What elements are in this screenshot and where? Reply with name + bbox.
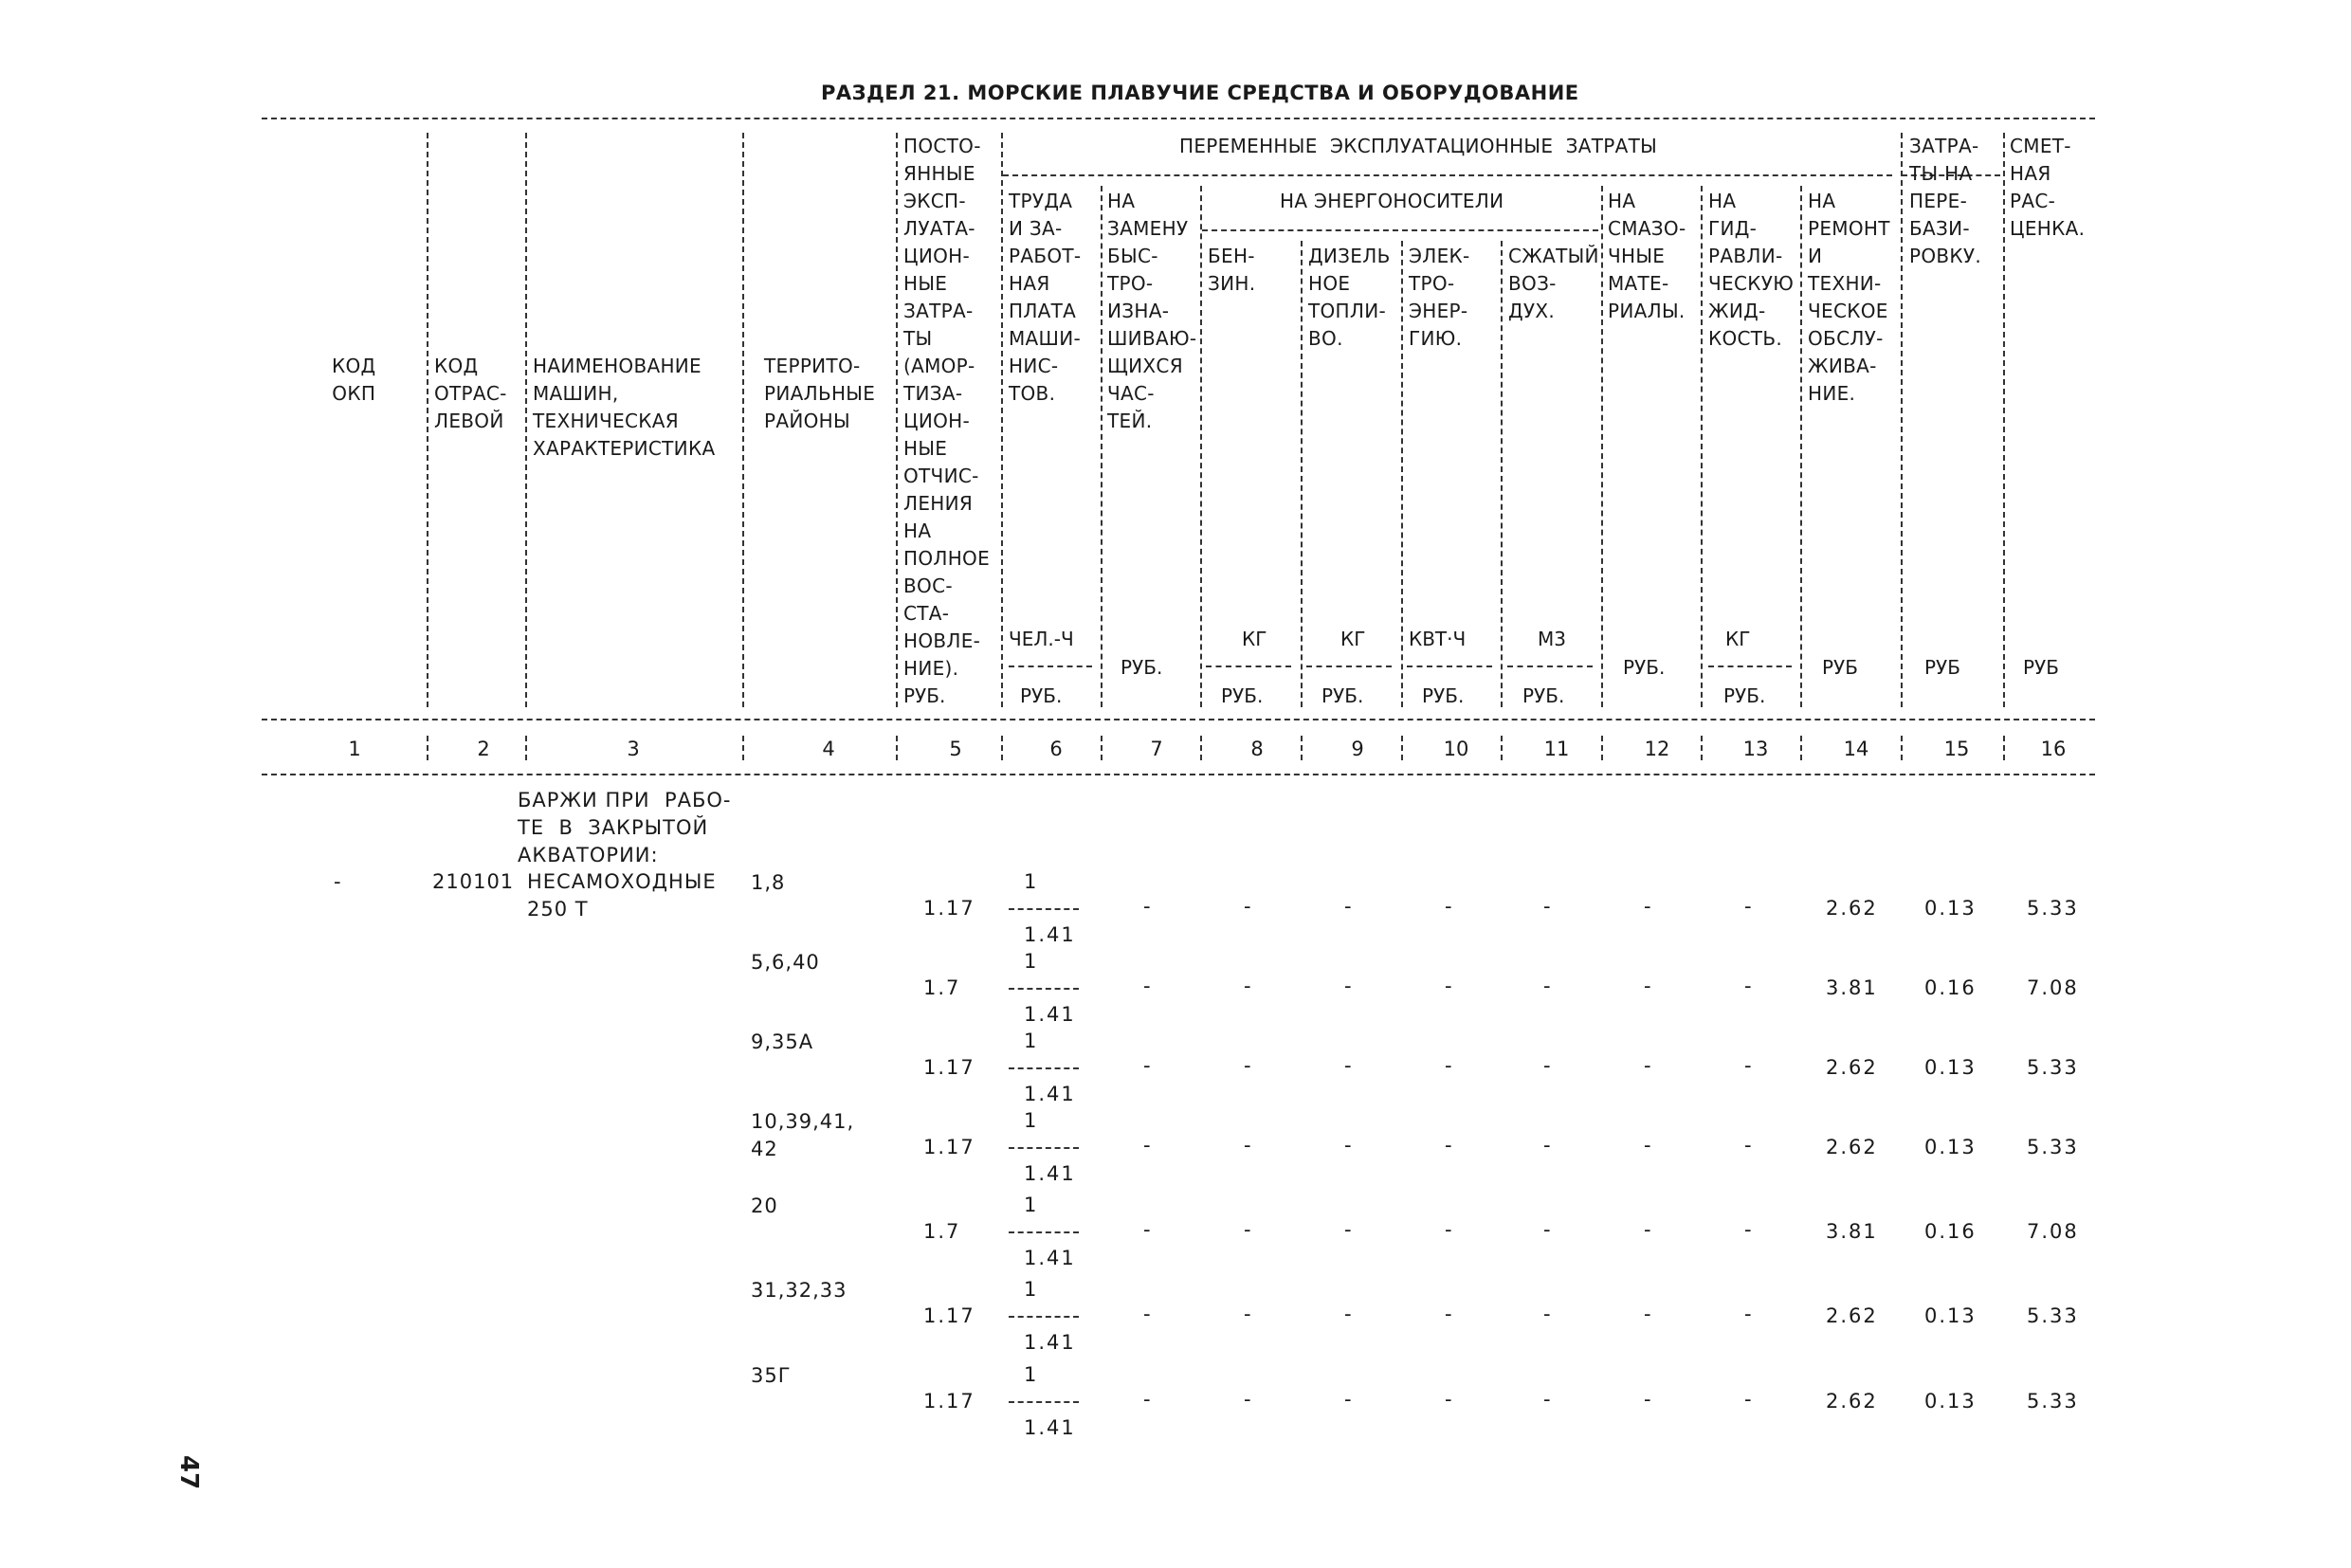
row-empty-value: - — [1744, 1054, 1754, 1077]
row-empty-value: - — [1143, 895, 1153, 918]
column-number: 9 — [1351, 738, 1364, 760]
row-labor-top: 1 — [1024, 1363, 1039, 1386]
header-okp-code: КОД ОКП — [332, 355, 376, 405]
header-relocation: ЗАТРА- ТЫ НА ПЕРЕ- БАЗИ- РОВКУ. — [1909, 135, 1982, 267]
unit-col7: РУБ. — [1121, 656, 1163, 679]
row-empty-value: - — [1644, 1388, 1653, 1411]
col-separator — [1901, 133, 1903, 707]
row-fixed-costs: 1.17 — [923, 1304, 975, 1327]
colnum-separator — [1800, 736, 1802, 760]
col-separator — [1501, 241, 1503, 707]
row-empty-value: - — [1143, 1054, 1153, 1077]
row-estimated-price: 5.33 — [2027, 1390, 2079, 1413]
column-number: 12 — [1644, 738, 1670, 760]
row-repair: 2.62 — [1826, 1304, 1878, 1327]
header-machine-name: НАИМЕНОВАНИЕ МАШИН, ТЕХНИЧЕСКАЯ ХАРАКТЕРИСТИКА — [533, 355, 716, 460]
header-bottom-rule — [262, 719, 2095, 720]
row-empty-value: - — [1143, 1388, 1153, 1411]
row-empty-value: - — [1744, 1218, 1754, 1241]
colnum-separator — [1901, 736, 1903, 760]
row-empty-value: - — [1244, 975, 1253, 997]
row-relocation: 0.13 — [1924, 1136, 1977, 1158]
column-number: 11 — [1543, 738, 1570, 760]
row-estimated-price: 7.08 — [2027, 976, 2079, 999]
row-estimated-price: 5.33 — [2027, 897, 2079, 920]
row-regions: 35Г — [751, 1364, 792, 1387]
row-labor-bottom: 1.41 — [1024, 1247, 1076, 1269]
row-regions: 31,32,33 — [751, 1279, 847, 1302]
row-labor-bottom: 1.41 — [1024, 1331, 1076, 1354]
row-empty-value: - — [1644, 1134, 1653, 1157]
row-regions: 9,35А — [751, 1030, 814, 1053]
row-empty-value: - — [1543, 1134, 1553, 1157]
column-number: 6 — [1049, 738, 1063, 760]
unit-col11-bottom: РУБ. — [1522, 684, 1565, 707]
unit-col11-top: М3 — [1538, 628, 1566, 650]
unit-col10-bottom: РУБ. — [1422, 684, 1465, 707]
unit-col6-top: ЧЕЛ.-Ч — [1009, 628, 1074, 650]
unit-col9-bar — [1306, 665, 1392, 667]
row-empty-value: - — [1644, 1218, 1653, 1241]
row-labor-fraction-bar — [1009, 1147, 1079, 1149]
col-separator — [525, 133, 527, 707]
page-title: РАЗДЕЛ 21. МОРСКИЕ ПЛАВУЧИЕ СРЕДСТВА И ОБОРУДОВАНИЕ — [821, 82, 1579, 104]
row-empty-value: - — [1543, 1218, 1553, 1241]
row-relocation: 0.13 — [1924, 897, 1977, 920]
header-regions: ТЕРРИТО- РИАЛЬНЫЕ РАЙОНЫ — [764, 355, 876, 432]
colnum-separator — [1301, 736, 1303, 760]
row-empty-value: - — [1744, 1303, 1754, 1325]
item-name: НЕСАМОХОДНЫЕ 250 Т — [527, 870, 717, 921]
row-labor-top: 1 — [1024, 1278, 1039, 1301]
row-empty-value: - — [1445, 975, 1454, 997]
column-number: 1 — [348, 738, 361, 760]
item-branch-code: 210101 — [432, 870, 515, 893]
col-separator — [1800, 186, 1802, 707]
unit-col15: РУБ — [1924, 656, 1960, 679]
colnum-separator — [2003, 736, 2005, 760]
row-labor-bottom: 1.41 — [1024, 1416, 1076, 1439]
row-estimated-price: 5.33 — [2027, 1304, 2079, 1327]
unit-col8-top: КГ — [1242, 628, 1267, 650]
col-separator — [896, 133, 898, 707]
row-labor-fraction-bar — [1009, 1401, 1079, 1403]
row-empty-value: - — [1143, 1218, 1153, 1241]
row-regions: 1,8 — [751, 871, 786, 894]
colnum-bottom-rule — [262, 774, 2095, 775]
row-empty-value: - — [1344, 895, 1354, 918]
row-regions: 5,6,40 — [751, 951, 820, 974]
row-labor-bottom: 1.41 — [1024, 1083, 1076, 1105]
col-separator — [1601, 186, 1603, 707]
row-empty-value: - — [1543, 1303, 1553, 1325]
row-empty-value: - — [1445, 1218, 1454, 1241]
colnum-separator — [1401, 736, 1403, 760]
item-okp: - — [334, 870, 342, 893]
column-number: 3 — [627, 738, 640, 760]
row-fixed-costs: 1.7 — [923, 976, 961, 999]
row-empty-value: - — [1244, 1054, 1253, 1077]
header-estimated-price: СМЕТ- НАЯ РАС- ЦЕНКА. — [2010, 135, 2086, 240]
header-compressed-air: СЖАТЫЙ ВОЗ- ДУХ. — [1508, 245, 1599, 322]
row-empty-value: - — [1644, 1303, 1653, 1325]
unit-col16: РУБ — [2023, 656, 2059, 679]
unit-col8-bottom: РУБ. — [1221, 684, 1264, 707]
row-empty-value: - — [1445, 1388, 1454, 1411]
row-repair: 2.62 — [1826, 1056, 1878, 1079]
row-empty-value: - — [1543, 1388, 1553, 1411]
row-relocation: 0.13 — [1924, 1390, 1977, 1413]
unit-col11-bar — [1507, 665, 1593, 667]
col-separator — [1101, 186, 1103, 707]
header-hydraulic-fluid: НА ГИД- РАВЛИ- ЧЕСКУЮ ЖИД- КОСТЬ. — [1708, 190, 1795, 350]
col-separator — [742, 133, 744, 707]
header-variable-costs: ПЕРЕМЕННЫЕ ЭКСПЛУАТАЦИОННЫЕ ЗАТРАТЫ — [1179, 135, 1658, 157]
unit-col10-top: КВТ·Ч — [1409, 628, 1467, 650]
header-lubricants: НА СМАЗО- ЧНЫЕ МАТЕ- РИАЛЫ. — [1608, 190, 1686, 322]
row-empty-value: - — [1143, 1134, 1153, 1157]
variable-costs-rule — [1003, 174, 1892, 176]
header-electricity: ЭЛЕК- ТРО- ЭНЕР- ГИЮ. — [1409, 245, 1470, 350]
colnum-separator — [1200, 736, 1202, 760]
row-empty-value: - — [1344, 1388, 1354, 1411]
header-energy-carriers: НА ЭНЕРГОНОСИТЕЛИ — [1280, 190, 1504, 212]
unit-col6-bar — [1009, 665, 1092, 667]
group-heading: БАРЖИ ПРИ РАБО- ТЕ В ЗАКРЫТОЙ АКВАТОРИИ: — [518, 789, 732, 866]
row-empty-value: - — [1744, 975, 1754, 997]
unit-col13-top: КГ — [1725, 628, 1751, 650]
energy-rule — [1202, 229, 1598, 231]
row-labor-fraction-bar — [1009, 1067, 1079, 1069]
row-relocation: 0.16 — [1924, 976, 1977, 999]
row-empty-value: - — [1445, 895, 1454, 918]
row-empty-value: - — [1445, 1303, 1454, 1325]
colnum-separator — [742, 736, 744, 760]
row-empty-value: - — [1244, 1303, 1253, 1325]
colnum-separator — [1101, 736, 1103, 760]
row-empty-value: - — [1744, 1134, 1754, 1157]
unit-col9-top: КГ — [1340, 628, 1366, 650]
row-fixed-costs: 1.17 — [923, 1136, 975, 1158]
unit-col9-bottom: РУБ. — [1321, 684, 1364, 707]
row-empty-value: - — [1344, 1054, 1354, 1077]
column-number: 10 — [1443, 738, 1469, 760]
row-empty-value: - — [1644, 895, 1653, 918]
row-relocation: 0.16 — [1924, 1220, 1977, 1243]
row-empty-value: - — [1644, 975, 1653, 997]
colnum-separator — [427, 736, 428, 760]
row-empty-value: - — [1143, 1303, 1153, 1325]
header-wear-parts: НА ЗАМЕНУ БЫС- ТРО- ИЗНА- ШИВАЮ- ЩИХСЯ ЧАС- ТЕЙ. — [1107, 190, 1197, 432]
row-labor-bottom: 1.41 — [1024, 1162, 1076, 1185]
row-empty-value: - — [1344, 1218, 1354, 1241]
row-regions: 20 — [751, 1194, 778, 1217]
header-fixed-costs: ПОСТО- ЯННЫЕ ЭКСП- ЛУАТА- ЦИОН- НЫЕ ЗАТРА- ТЫ (АМОР- ТИЗА- ЦИОН- НЫЕ ОТЧИС- ЛЕНИЯ НА ПОЛНОЕ ВОС- СТА- НОВЛЕ- НИЕ). — [903, 135, 991, 680]
row-fixed-costs: 1.17 — [923, 1390, 975, 1413]
table-top-rule — [262, 118, 2095, 119]
row-fixed-costs: 1.17 — [923, 1056, 975, 1079]
row-estimated-price: 5.33 — [2027, 1136, 2079, 1158]
row-empty-value: - — [1644, 1054, 1653, 1077]
unit-col13-bottom: РУБ. — [1723, 684, 1766, 707]
row-empty-value: - — [1244, 895, 1253, 918]
col-separator — [1001, 133, 1003, 707]
row-labor-top: 1 — [1024, 1109, 1039, 1132]
row-empty-value: - — [1445, 1134, 1454, 1157]
col-separator — [1701, 186, 1703, 707]
row-fixed-costs: 1.7 — [923, 1220, 961, 1243]
row-empty-value: - — [1244, 1388, 1253, 1411]
row-empty-value: - — [1744, 1388, 1754, 1411]
row-labor-fraction-bar — [1009, 1231, 1079, 1233]
row-empty-value: - — [1344, 1303, 1354, 1325]
column-number: 5 — [949, 738, 962, 760]
column-number: 7 — [1150, 738, 1163, 760]
column-number: 16 — [2040, 738, 2067, 760]
column-number: 8 — [1250, 738, 1264, 760]
row-empty-value: - — [1744, 895, 1754, 918]
column-number: 2 — [477, 738, 490, 760]
row-labor-fraction-bar — [1009, 1316, 1079, 1318]
row-empty-value: - — [1244, 1218, 1253, 1241]
header-branch-code: КОД ОТРАС- ЛЕВОЙ — [434, 355, 507, 432]
row-empty-value: - — [1543, 895, 1553, 918]
unit-col5: РУБ. — [903, 684, 946, 707]
row-empty-value: - — [1244, 1134, 1253, 1157]
row-estimated-price: 7.08 — [2027, 1220, 2079, 1243]
colnum-separator — [1501, 736, 1503, 760]
unit-col10-bar — [1407, 665, 1492, 667]
header-labor: ТРУДА И ЗА- РАБОТ- НАЯ ПЛАТА МАШИ- НИС- ТОВ. — [1009, 190, 1082, 405]
colnum-separator — [525, 736, 527, 760]
col-separator — [1401, 241, 1403, 707]
unit-col8-bar — [1206, 665, 1291, 667]
colnum-separator — [1601, 736, 1603, 760]
col-separator — [427, 133, 428, 707]
col-separator — [2003, 133, 2005, 707]
colnum-separator — [896, 736, 898, 760]
col-separator — [1200, 186, 1202, 707]
row-empty-value: - — [1543, 1054, 1553, 1077]
page-number: 47 — [174, 1455, 203, 1490]
colnum-separator — [1001, 736, 1003, 760]
row-regions: 10,39,41, 42 — [751, 1110, 855, 1160]
column-number: 15 — [1943, 738, 1970, 760]
row-labor-bottom: 1.41 — [1024, 923, 1076, 946]
row-labor-top: 1 — [1024, 1194, 1039, 1216]
row-labor-top: 1 — [1024, 950, 1039, 973]
row-repair: 3.81 — [1826, 976, 1878, 999]
col-separator — [1301, 241, 1303, 707]
row-estimated-price: 5.33 — [2027, 1056, 2079, 1079]
row-labor-fraction-bar — [1009, 908, 1079, 910]
unit-col6-bottom: РУБ. — [1020, 684, 1063, 707]
row-empty-value: - — [1543, 975, 1553, 997]
row-empty-value: - — [1344, 975, 1354, 997]
column-number: 4 — [822, 738, 835, 760]
unit-col13-bar — [1708, 665, 1792, 667]
row-labor-top: 1 — [1024, 870, 1039, 893]
column-number: 14 — [1843, 738, 1869, 760]
row-labor-fraction-bar — [1009, 988, 1079, 990]
row-empty-value: - — [1445, 1054, 1454, 1077]
header-diesel: ДИЗЕЛЬ НОЕ ТОПЛИ- ВО. — [1308, 245, 1391, 350]
row-relocation: 0.13 — [1924, 1056, 1977, 1079]
row-labor-bottom: 1.41 — [1024, 1003, 1076, 1026]
row-relocation: 0.13 — [1924, 1304, 1977, 1327]
row-fixed-costs: 1.17 — [923, 897, 975, 920]
row-empty-value: - — [1344, 1134, 1354, 1157]
row-repair: 2.62 — [1826, 1390, 1878, 1413]
row-repair: 3.81 — [1826, 1220, 1878, 1243]
unit-col14: РУБ — [1822, 656, 1858, 679]
column-number: 13 — [1742, 738, 1769, 760]
unit-col12: РУБ. — [1623, 656, 1666, 679]
header-gasoline: БЕН- ЗИН. — [1208, 245, 1256, 295]
row-empty-value: - — [1143, 975, 1153, 997]
header-repair: НА РЕМОНТ И ТЕХНИ- ЧЕСКОЕ ОБСЛУ- ЖИВА- НИЕ. — [1808, 190, 1890, 405]
row-repair: 2.62 — [1826, 1136, 1878, 1158]
row-repair: 2.62 — [1826, 897, 1878, 920]
colnum-separator — [1701, 736, 1703, 760]
row-labor-top: 1 — [1024, 1030, 1039, 1052]
